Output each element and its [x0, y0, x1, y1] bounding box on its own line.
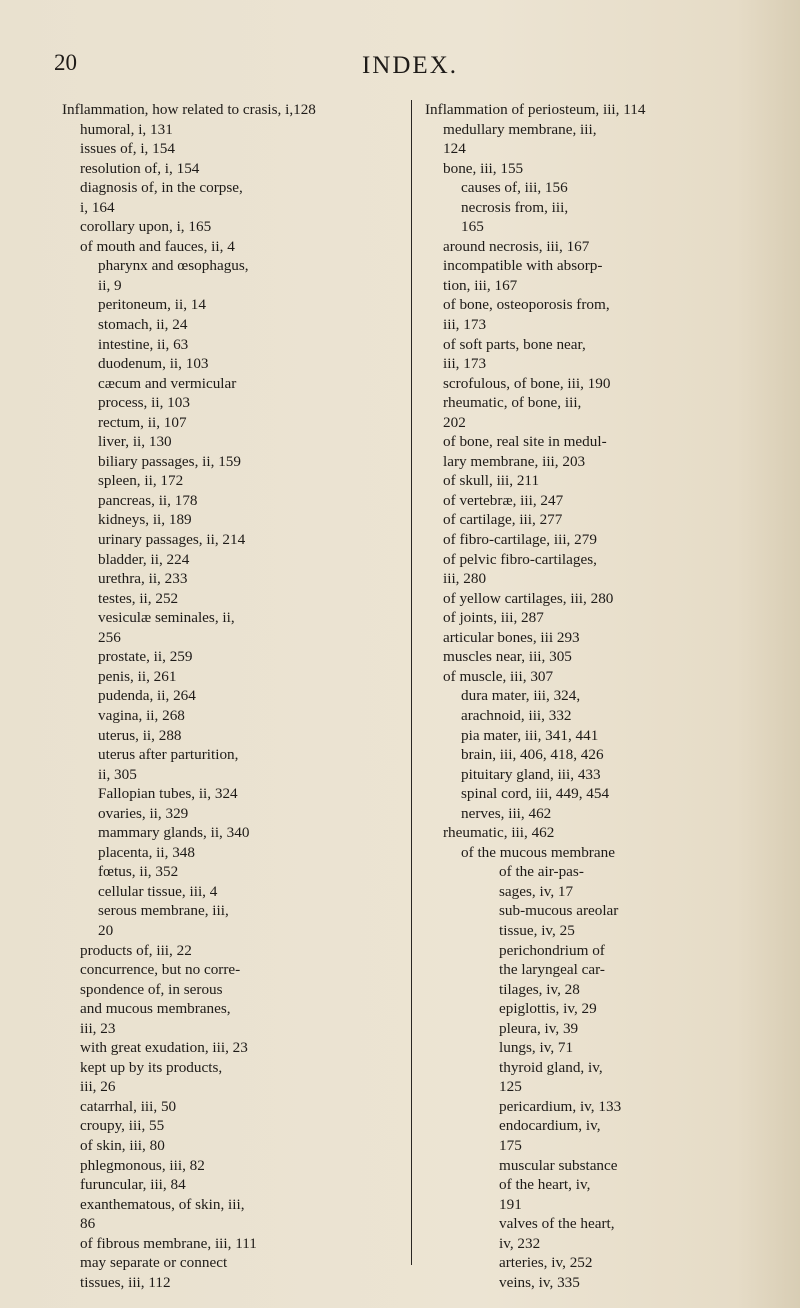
- index-entry: nerves, iii, 462: [461, 804, 552, 822]
- index-entry: around necrosis, iii, 167: [443, 237, 590, 255]
- index-entry: phlegmonous, iii, 82: [80, 1156, 205, 1174]
- index-entry: of bone, real site in medul-: [443, 433, 607, 451]
- index-entry: of fibrous membrane, iii, 111: [80, 1234, 257, 1252]
- index-entry: pericardium, iv, 133: [499, 1097, 622, 1115]
- index-entry: of skin, iii, 80: [80, 1136, 165, 1154]
- index-entry: lary membrane, iii, 203: [443, 452, 586, 470]
- index-entry: iii, 173: [443, 355, 487, 373]
- index-entry: of mouth and fauces, ii, 4: [80, 237, 235, 255]
- index-entry: cæcum and vermicular: [98, 374, 237, 392]
- index-entry: veins, iv, 335: [499, 1273, 580, 1291]
- index-entry: iii, 280: [443, 570, 487, 588]
- index-column-right: [425, 100, 755, 1292]
- index-entry: sub-mucous areolar: [499, 902, 619, 920]
- index-entry: of yellow cartilages, iii, 280: [443, 589, 614, 607]
- index-entry: of joints, iii, 287: [443, 609, 544, 627]
- index-column-left: [62, 100, 402, 1292]
- index-entry: 256: [98, 628, 121, 646]
- index-entry: Inflammation of periosteum, iii, 114: [425, 101, 646, 118]
- index-entry: spinal cord, iii, 449, 454: [461, 785, 610, 803]
- index-entry: endocardium, iv,: [499, 1117, 601, 1135]
- index-entry: testes, ii, 252: [98, 589, 179, 607]
- index-entry: the laryngeal car-: [499, 961, 605, 979]
- index-entry: scrofulous, of bone, iii, 190: [443, 374, 611, 392]
- index-entry: rheumatic, of bone, iii,: [443, 394, 582, 412]
- index-entry: pituitary gland, iii, 433: [461, 765, 601, 783]
- index-entry: 191: [499, 1195, 522, 1213]
- index-entry: urinary passages, ii, 214: [98, 531, 246, 549]
- index-entry: exanthematous, of skin, iii,: [80, 1195, 245, 1213]
- index-entry: peritoneum, ii, 14: [98, 296, 206, 314]
- index-entry: pancreas, ii, 178: [98, 491, 198, 509]
- index-entry: fœtus, ii, 352: [98, 863, 179, 881]
- index-entry: of cartilage, iii, 277: [443, 511, 563, 529]
- index-entry: placenta, ii, 348: [98, 843, 195, 861]
- index-entry: process, ii, 103: [98, 394, 190, 412]
- index-entry: tilages, iv, 28: [499, 980, 580, 998]
- index-entry: medullary membrane, iii,: [443, 120, 597, 138]
- index-entry: kept up by its products,: [80, 1058, 223, 1076]
- index-entry: pia mater, iii, 341, 441: [461, 726, 599, 744]
- index-entry: muscular substance: [499, 1156, 618, 1174]
- index-entry: 202: [443, 413, 466, 431]
- index-entry: issues of, i, 154: [80, 140, 175, 158]
- index-entry: vesiculæ seminales, ii,: [98, 609, 235, 627]
- index-entry: iii, 26: [80, 1078, 116, 1096]
- index-entry: valves of the heart,: [499, 1215, 615, 1233]
- index-entry: serous membrane, iii,: [98, 902, 229, 920]
- index-entry: of bone, osteoporosis from,: [443, 296, 610, 314]
- index-entry: epiglottis, iv, 29: [499, 1000, 597, 1018]
- index-entry: and mucous membranes,: [80, 1000, 231, 1018]
- index-entry: stomach, ii, 24: [98, 316, 188, 334]
- index-entry: 165: [461, 218, 484, 236]
- index-entry: products of, iii, 22: [80, 941, 192, 959]
- page-number: 20: [54, 50, 77, 75]
- index-entry: bladder, ii, 224: [98, 550, 190, 568]
- index-entry: of the heart, iv,: [499, 1176, 591, 1194]
- index-entry: pudenda, ii, 264: [98, 687, 196, 705]
- index-entry: corollary upon, i, 165: [80, 218, 212, 236]
- index-entry: thyroid gland, iv,: [499, 1058, 603, 1076]
- index-entry: 175: [499, 1136, 522, 1154]
- index-entry: iii, 173: [443, 316, 487, 334]
- index-entry: of muscle, iii, 307: [443, 667, 554, 685]
- index-entry: of soft parts, bone near,: [443, 335, 586, 353]
- index-entry: 86: [80, 1215, 96, 1233]
- index-entry: diagnosis of, in the corpse,: [80, 179, 243, 197]
- index-entry: with great exudation, iii, 23: [80, 1039, 248, 1057]
- index-entry: incompatible with absorp-: [443, 257, 603, 275]
- index-entry: dura mater, iii, 324,: [461, 687, 581, 705]
- index-entry: pharynx and œsophagus,: [98, 257, 249, 275]
- index-entry: vagina, ii, 268: [98, 706, 185, 724]
- index-entry: duodenum, ii, 103: [98, 355, 209, 373]
- index-entry: spleen, ii, 172: [98, 472, 184, 490]
- index-entry: concurrence, but no corre-: [80, 961, 241, 979]
- index-entry: of vertebræ, iii, 247: [443, 491, 564, 509]
- index-entry: perichondrium of: [499, 941, 605, 959]
- index-entry: of the mucous membrane: [461, 843, 615, 861]
- index-entry: of fibro-cartilage, iii, 279: [443, 531, 597, 549]
- index-entry: Fallopian tubes, ii, 324: [98, 785, 238, 803]
- index-entry: articular bones, iii 293: [443, 628, 580, 646]
- index-entry: croupy, iii, 55: [80, 1117, 165, 1135]
- index-entry: catarrhal, iii, 50: [80, 1097, 177, 1115]
- index-entry: rectum, ii, 107: [98, 413, 187, 431]
- index-entry: Inflammation, how related to crasis, i,128: [62, 101, 316, 118]
- index-entry: 20: [98, 921, 114, 939]
- index-entry: pleura, iv, 39: [499, 1019, 579, 1037]
- column-divider: [411, 100, 412, 1265]
- index-entry: 125: [499, 1078, 522, 1096]
- index-entry: i, 164: [80, 198, 115, 216]
- index-entry: biliary passages, ii, 159: [98, 452, 241, 470]
- index-entry: kidneys, ii, 189: [98, 511, 192, 529]
- index-entry: urethra, ii, 233: [98, 570, 188, 588]
- index-entry: humoral, i, 131: [80, 120, 173, 138]
- index-entry: necrosis from, iii,: [461, 198, 569, 216]
- index-entry: of pelvic fibro-cartilages,: [443, 550, 597, 568]
- index-entry: penis, ii, 261: [98, 667, 177, 685]
- index-entry: uterus, ii, 288: [98, 726, 182, 744]
- index-entry: spondence of, in serous: [80, 980, 223, 998]
- index-entry: tissues, iii, 112: [80, 1273, 171, 1291]
- index-entry: of the air-pas-: [499, 863, 584, 881]
- index-entry: bone, iii, 155: [443, 159, 524, 177]
- index-entry: ii, 305: [98, 765, 137, 783]
- index-entry: tissue, iv, 25: [499, 921, 575, 939]
- index-entry: ovaries, ii, 329: [98, 804, 189, 822]
- index-entry: prostate, ii, 259: [98, 648, 193, 666]
- index-entry: sages, iv, 17: [499, 882, 574, 900]
- index-entry: arteries, iv, 252: [499, 1254, 593, 1272]
- index-entry: ii, 9: [98, 276, 122, 294]
- index-entry: intestine, ii, 63: [98, 335, 189, 353]
- index-entry: iii, 23: [80, 1019, 116, 1037]
- index-entry: furuncular, iii, 84: [80, 1176, 186, 1194]
- index-entry: resolution of, i, 154: [80, 159, 200, 177]
- index-entry: lungs, iv, 71: [499, 1039, 574, 1057]
- index-entry: cellular tissue, iii, 4: [98, 882, 218, 900]
- index-entry: rheumatic, iii, 462: [443, 824, 555, 842]
- index-entry: 124: [443, 140, 466, 158]
- index-entry: liver, ii, 130: [98, 433, 172, 451]
- index-entry: may separate or connect: [80, 1254, 228, 1272]
- index-entry: causes of, iii, 156: [461, 179, 568, 197]
- index-entry: brain, iii, 406, 418, 426: [461, 746, 604, 764]
- running-header: INDEX.: [361, 52, 458, 79]
- index-entry: of skull, iii, 211: [443, 472, 540, 490]
- index-entry: tion, iii, 167: [443, 276, 518, 294]
- index-entry: mammary glands, ii, 340: [98, 824, 250, 842]
- index-entry: uterus after parturition,: [98, 746, 239, 764]
- index-entry: iv, 232: [499, 1234, 541, 1252]
- index-entry: arachnoid, iii, 332: [461, 706, 572, 724]
- index-entry: muscles near, iii, 305: [443, 648, 572, 666]
